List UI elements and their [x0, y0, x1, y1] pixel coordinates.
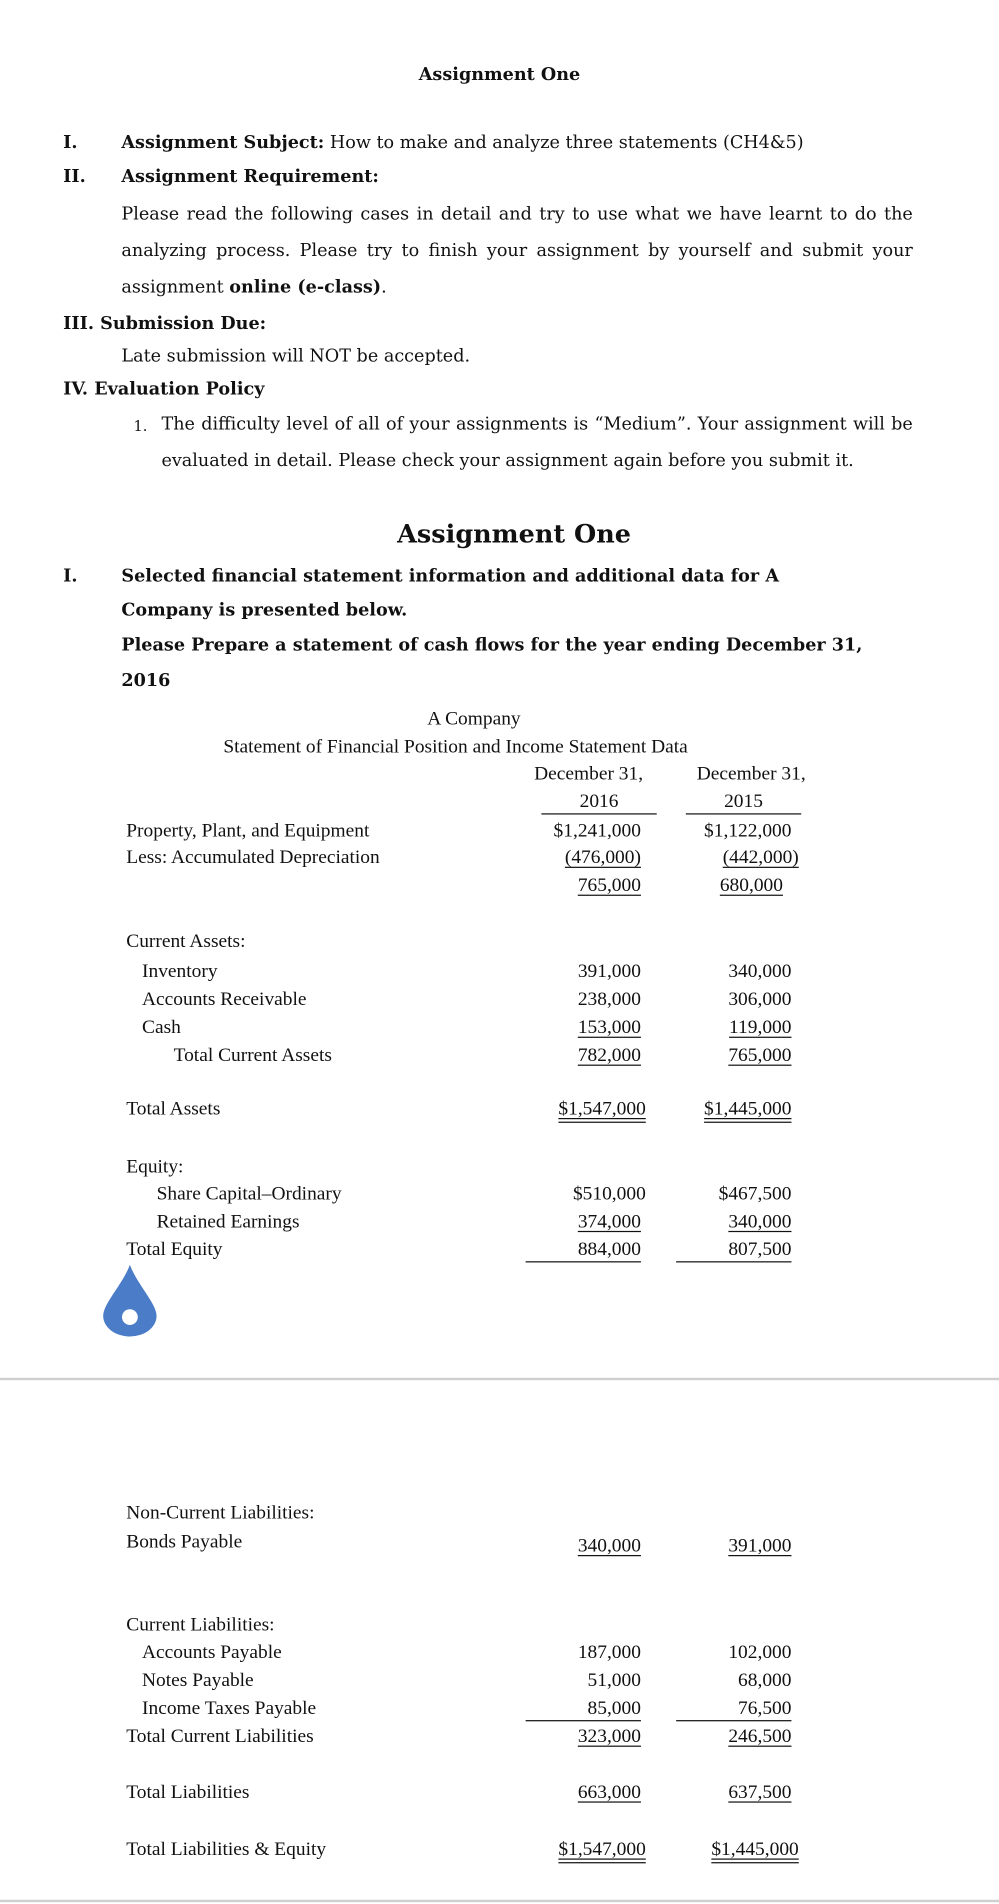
section-label: Assignment Subject: [121, 132, 325, 153]
value-2015: $1,445,000 [711, 1839, 799, 1860]
company-name: A Company [427, 708, 521, 730]
row-label: Current Assets: [126, 931, 246, 952]
table-row [0, 846, 999, 870]
requirement-line [121, 269, 912, 306]
list-number: 1. [133, 417, 148, 435]
value-2016: 323,000 [577, 1726, 641, 1747]
statement-title: Statement of Financial Position and Income Statement Data [223, 736, 688, 758]
policy-line: evaluated in detail. Please check your assignment again before you submit it. [161, 450, 854, 471]
table-row [0, 1613, 999, 1637]
value-2016: 187,000 [577, 1642, 641, 1664]
text: . [381, 277, 387, 298]
table-row [0, 1238, 999, 1262]
text: assignment [121, 277, 230, 298]
row-label: Notes Payable [142, 1670, 254, 1691]
value-2016: $1,547,000 [558, 1839, 646, 1860]
page-divider [0, 1900, 999, 1902]
drop-handle-icon[interactable] [101, 1262, 159, 1337]
table-row [0, 1156, 999, 1180]
table-row [0, 1531, 999, 1555]
row-label: Retained Earnings [156, 1211, 300, 1233]
row-label: Equity: [126, 1156, 184, 1178]
table-row [0, 1781, 999, 1805]
value-2016: 391,000 [577, 961, 641, 983]
row-label: Income Taxes Payable [142, 1698, 317, 1719]
value-2016: 340,000 [577, 1535, 641, 1557]
assignment-line: Please Prepare a statement of cash flows for the year ending December 31, [121, 634, 863, 656]
assignment-num: I. [63, 565, 78, 587]
assignment-line: 2016 [121, 670, 171, 691]
policy-line: The difficulty level of all of your assignments is “Medium”. Your assignment will be [161, 415, 913, 435]
page-divider [0, 1378, 999, 1380]
value-2015: 340,000 [728, 1211, 792, 1233]
section-num: III. [63, 313, 94, 334]
section-num: II. [63, 166, 86, 187]
value-2015: 807,500 [676, 1238, 791, 1262]
value-2015: 306,000 [728, 989, 792, 1010]
requirement-line: Please read the following cases in detail and try to use what we have learnt to do the [121, 205, 913, 225]
policy-paragraph [161, 408, 912, 480]
section-num-label [63, 312, 266, 336]
section-num: IV. [63, 378, 89, 400]
table-row [0, 1669, 999, 1693]
table-row [0, 1016, 999, 1040]
row-label: Cash [142, 1017, 181, 1038]
value-2016: 374,000 [577, 1211, 641, 1233]
row-label: Total Liabilities [126, 1782, 250, 1803]
row-label: Total Current Assets [173, 1045, 332, 1066]
value-2015: 340,000 [728, 961, 792, 983]
table-row [0, 874, 999, 898]
table-row [0, 1044, 999, 1068]
col-year-2015: 2015 [686, 790, 801, 814]
table-row [0, 819, 999, 843]
row-label: Total Equity [126, 1239, 223, 1261]
section-num-label [63, 378, 264, 402]
value-2015: 76,500 [676, 1697, 791, 1721]
value-2015: $467,500 [718, 1183, 792, 1205]
col-year-2016: 2016 [541, 790, 656, 814]
section-num: I. [63, 132, 78, 153]
value-2016: 153,000 [577, 1017, 641, 1038]
value-2016: $1,241,000 [553, 820, 641, 842]
value-2015: 765,000 [728, 1045, 792, 1066]
value-2015: (442,000) [722, 847, 799, 868]
table-row [0, 1697, 999, 1721]
table-row [0, 1210, 999, 1234]
row-label: Accounts Receivable [142, 989, 307, 1010]
table-row [0, 988, 999, 1012]
table-row [0, 1641, 999, 1665]
section-text: How to make and analyze three statements (CH4&5) [324, 133, 804, 153]
value-2016: 765,000 [577, 875, 641, 896]
value-2016: $1,547,000 [558, 1098, 646, 1120]
assignment-line: Company is presented below. [121, 599, 408, 621]
row-label: Non-Current Liabilities: [126, 1502, 315, 1524]
value-2015: 119,000 [729, 1017, 792, 1038]
section-label: Assignment Requirement: [121, 166, 379, 187]
online-emphasis: online (e-class) [229, 276, 382, 298]
table-row [0, 930, 999, 954]
row-label: Share Capital–Ordinary [156, 1183, 342, 1205]
value-2016: 663,000 [577, 1782, 641, 1803]
assignment-line: Selected financial statement information and additional data for A [121, 565, 779, 587]
requirement-line: analyzing process. Please try to finish your assignment by yourself and submit your [121, 240, 913, 261]
table-row [0, 1097, 999, 1121]
row-label: Inventory [142, 961, 218, 983]
row-label: Total Current Liabilities [126, 1726, 314, 1747]
table-row [0, 1502, 999, 1526]
row-label: Current Liabilities: [126, 1614, 275, 1636]
requirement-paragraph [121, 198, 912, 307]
value-2015: 391,000 [728, 1535, 792, 1557]
section-subject [121, 131, 803, 155]
row-label: Total Assets [126, 1098, 221, 1120]
row-label: Total Liabilities & Equity [126, 1839, 327, 1860]
table-row [0, 960, 999, 984]
value-2016: 51,000 [587, 1670, 641, 1691]
row-label: Property, Plant, and Equipment [126, 820, 370, 842]
value-2015: 637,500 [728, 1782, 792, 1803]
value-2015: 68,000 [738, 1670, 792, 1691]
col-header-2016: December 31, [534, 763, 644, 785]
assignment-heading: Assignment One [397, 518, 632, 549]
section-label: Submission Due: [100, 313, 267, 334]
value-2016: 85,000 [526, 1697, 641, 1721]
value-2016: 238,000 [577, 989, 641, 1010]
value-2015: 102,000 [728, 1642, 792, 1664]
value-2016: 884,000 [526, 1238, 641, 1262]
value-2015: 680,000 [719, 875, 783, 896]
row-label: Accounts Payable [142, 1642, 282, 1664]
value-2015: $1,122,000 [704, 820, 792, 842]
value-2016: 782,000 [577, 1045, 641, 1066]
row-label: Bonds Payable [126, 1531, 243, 1553]
row-label: Less: Accumulated Depreciation [126, 847, 380, 868]
doc-title: Assignment One [418, 64, 581, 85]
value-2015: 246,500 [728, 1726, 792, 1747]
value-2016: (476,000) [564, 847, 641, 868]
col-header-2015: December 31, [696, 763, 806, 785]
table-row [0, 1182, 999, 1206]
section-label: Evaluation Policy [94, 378, 265, 400]
submission-text: Late submission will NOT be accepted. [121, 347, 471, 367]
value-2015: $1,445,000 [704, 1098, 792, 1120]
table-row [0, 1725, 999, 1749]
value-2016: $510,000 [572, 1183, 646, 1205]
table-row [0, 1838, 999, 1862]
